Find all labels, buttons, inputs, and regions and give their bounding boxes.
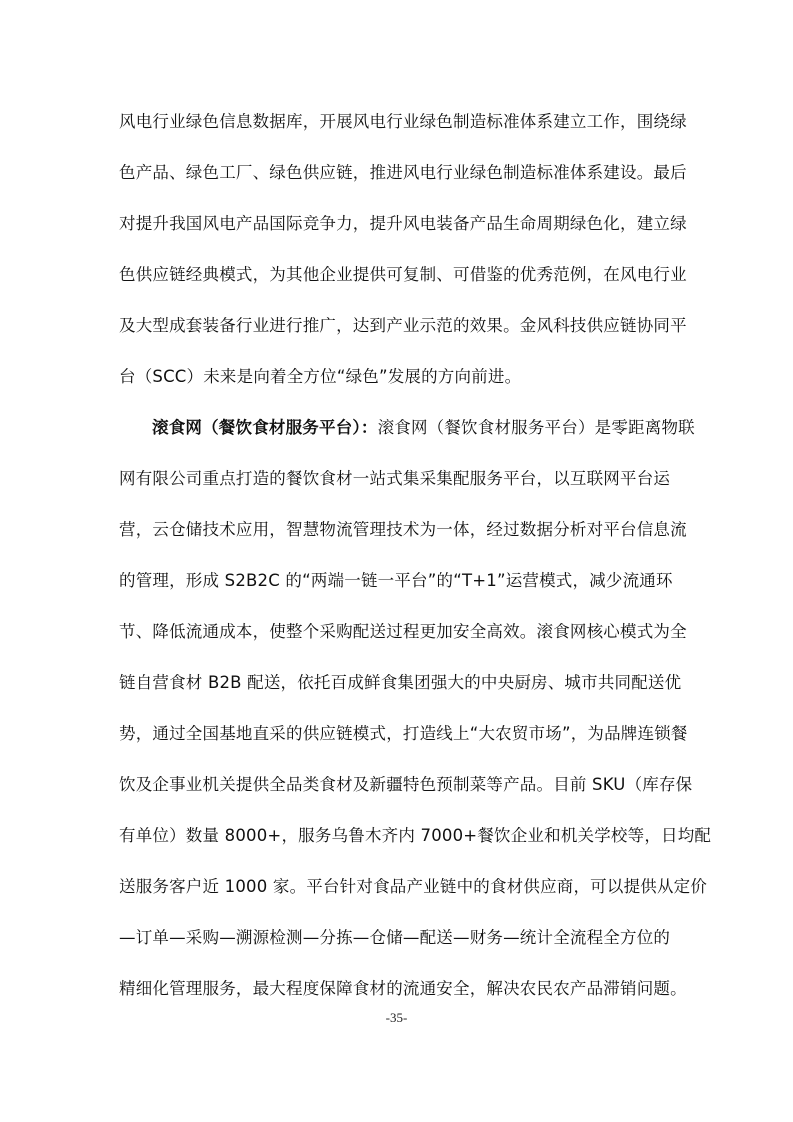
paragraph-2-line-8: 饮及企事业机关提供全品类食材及新疆特色预制菜等产品。目前 SKU（库存保 bbox=[119, 775, 693, 794]
paragraph-1-line-5: 及大型成套装备行业进行推广，达到产业示范的效果。金风科技供应链协同平 bbox=[119, 316, 687, 335]
paragraph-2-first-line bbox=[152, 416, 712, 440]
paragraph-2-line-9: 有单位）数量 8000+，服务乌鲁木齐内 7000+餐饮企业和机关学校等，日均配 bbox=[119, 826, 712, 845]
platform-heading: 滚食网（餐饮食材服务平台）： bbox=[152, 418, 378, 437]
paragraph-2-line-11: —订单—采购—溯源检测—分拣—仓储—配送—财务—统计全流程全方位的 bbox=[119, 928, 671, 947]
paragraph-2-line-2: 网有限公司重点打造的餐饮食材一站式集采集配服务平台，以互联网平台运 bbox=[119, 469, 671, 488]
page-number: -35- bbox=[385, 1010, 408, 1025]
paragraph-2-line-5: 节、降低流通成本，使整个采购配送过程更加安全高效。滚食网核心模式为全 bbox=[119, 622, 687, 641]
paragraph-2-line-12: 精细化管理服务，最大程度保障食材的流通安全，解决农民农产品滞销问题。 bbox=[119, 979, 687, 998]
paragraph-2-line-3: 营，云仓储技术应用，智慧物流管理技术为一体，经过数据分析对平台信息流 bbox=[119, 520, 687, 539]
paragraph-2-line-4: 的管理，形成 S2B2C 的“两端一链一平台”的“T+1”运营模式，减少流通环 bbox=[119, 571, 673, 590]
paragraph-1-line-2: 色产品、绿色工厂、绿色供应链，推进风电行业绿色制造标准体系建设。最后 bbox=[119, 163, 687, 182]
paragraph-2-line-10: 送服务客户近 1000 家。平台针对食品产业链中的食材供应商，可以提供从定价 bbox=[119, 877, 708, 896]
paragraph-2-first-line-text: 滚食网（餐饮食材服务平台）是零距离物联 bbox=[377, 418, 695, 437]
paragraph-1-line-1: 风电行业绿色信息数据库，开展风电行业绿色制造标准体系建立工作，围绕绿 bbox=[119, 112, 687, 131]
paragraph-1-line-4: 色供应链经典模式，为其他企业提供可复制、可借鉴的优秀范例，在风电行业 bbox=[119, 265, 687, 284]
paragraph-2-line-6: 链自营食材 B2B 配送，依托百成鲜食集团强大的中央厨房、城市共同配送优 bbox=[119, 673, 682, 692]
paragraph-1-line-6: 台（SCC）未来是向着全方位“绿色”发展的方向前进。 bbox=[119, 367, 522, 386]
paragraph-2-line-7: 势，通过全国基地直采的供应链模式，打造线上“大农贸市场”，为品牌连锁餐 bbox=[119, 724, 688, 743]
paragraph-1-line-3: 对提升我国风电产品国际竞争力，提升风电装备产品生命周期绿色化，建立绿 bbox=[119, 214, 687, 233]
